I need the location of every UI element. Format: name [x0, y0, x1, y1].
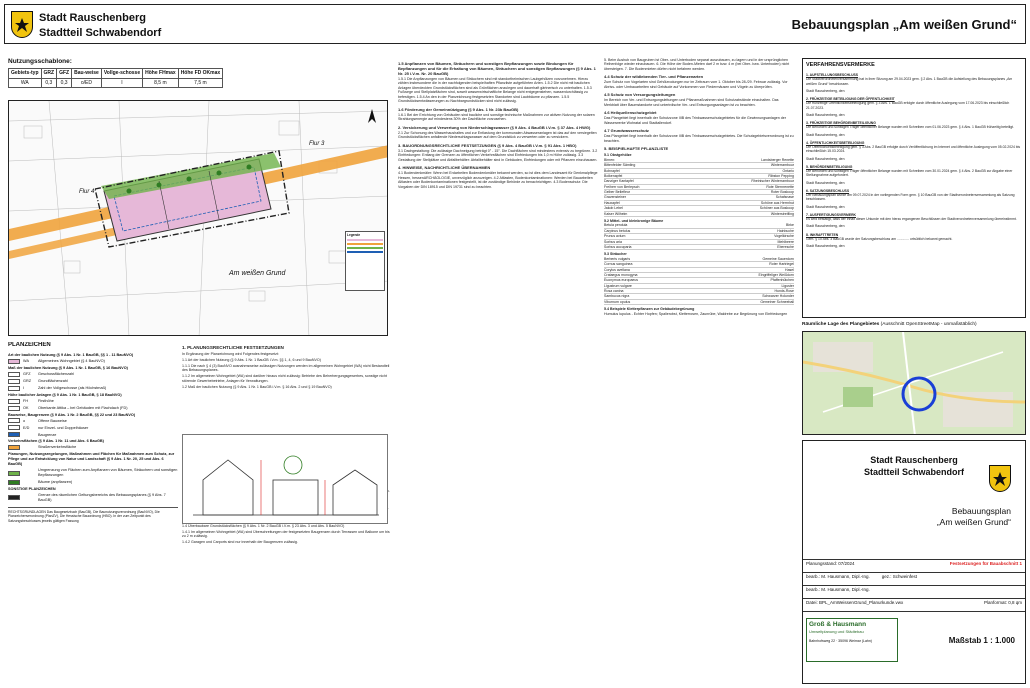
titleblock-stand: Planungsstand: 07/2024: [806, 561, 855, 566]
legend-text: Oberkante Attika – bei Gebäuden mit Flachdach (FD): [38, 405, 128, 410]
legend-text: Straßenverkehrsfläche: [38, 445, 77, 450]
legend-swatch: [8, 471, 20, 476]
legend-row: [8, 359, 178, 364]
map-label-street: Am weißen Grund: [229, 270, 286, 277]
plant-latin: Corylus avellana: [604, 267, 630, 272]
legend-swatch: [8, 480, 20, 485]
col4-text: 5. Beim Aushub von Baugruben ist Ober- und Unterboden separat auszubauen, zu lagern und in der ursprünglichen Reihenfolge wieder einzubauen. 6. Die Höhe der Boden-Mieten darf 2 m bzw. 4 m (bei Ober- bzw. Unterboden) nicht übersteigen. 7. Die Bodenmieten dürfen nicht befahren werden.: [604, 58, 790, 71]
usage-cell-4: I: [101, 78, 142, 88]
legend-code: o: [23, 418, 26, 423]
legend-code: I: [23, 385, 25, 390]
usage-col-3: Bau-weise: [72, 69, 102, 79]
legend-group-head: SONSTIGE PLANZEICHEN: [8, 487, 56, 492]
procedure-text: Die Behörden und sonstigen Träger öffentlicher Belange wurden mit Schreiben vom 01.06.2023 gem. § 4 Abs. 1 BauGB frühzeitig beteiligt.: [806, 125, 1015, 130]
plant-common: Hainbuche: [777, 228, 794, 233]
plant-common: Mehlbeere: [777, 239, 794, 244]
procedure-sign: Stadt Rauschenberg, den: [806, 112, 845, 117]
usage-col-4: Vollge-schosse: [101, 69, 142, 79]
plant-latin: Viburnum opulus: [604, 299, 631, 304]
coat-of-arms-icon: [11, 11, 33, 38]
procedure-sign: Stadt Rauschenberg, den: [806, 88, 845, 93]
legend-group-head: Art der baulichen Nutzung (§ 9 Abs. 1 Nr. 1 BauGB, §§ 1 - 11 BauNVO): [8, 352, 134, 357]
legend-group-head: Maß der baulichen Nutzung (§ 9 Abs. 1 Nr. 1 BauGB, § 16 BauNVO): [8, 365, 128, 370]
plant-common: Eingriffeliger Weißdorn: [758, 272, 794, 277]
plant-common: Gemeiner Schneeball: [760, 299, 794, 304]
height-diagram: [182, 434, 388, 524]
legend-row: [8, 372, 178, 377]
location-title: Räumliche Lage des Plangebietes: [802, 322, 880, 327]
procedure-heading: 4. ÖFFENTLICHKEITSBETEILIGUNG: [806, 140, 865, 145]
legend-text: Geschossflächenzahl: [38, 371, 75, 376]
plant-common: Hasel: [785, 267, 794, 272]
legend-row: [8, 418, 178, 423]
plant-latin: Sambucus nigra: [604, 294, 630, 299]
titleblock-stand-value: Festsetzungen für Bauabschnitt 1: [949, 561, 1022, 566]
legend-group-head: Bauweise, Baugrenzen (§ 9 Abs. 1 Nr. 2 BauGB, §§ 22 und 23 BauNVO): [8, 412, 136, 417]
col4-heading: 4.5 Schutz von Versorgungsleitungen: [604, 92, 676, 98]
trees-list: [604, 158, 794, 217]
header-district: Stadtteil Schwabendorf: [39, 27, 162, 39]
plant-common: Winterrambour: [770, 163, 794, 168]
procedure-text: Es wird bestätigt, dass der Inhalt dieser Urkunde mit den hierzu ergangenen Beschlüssen der Stadtverordnetenversammlung übereinstimmt.: [806, 217, 1017, 222]
legend-text: Umgrenzung von Flächen zum Anpflanzen von Bäumen, Sträuchern und sonstigen Bepflanzungen: [38, 468, 178, 478]
procedure-sign: Stadt Rauschenberg, den: [806, 204, 845, 209]
col3-heading: 4. HINWEISE, NACHRICHTLICHE ÜBERNAHMEN: [398, 165, 491, 171]
legend-swatch: [8, 379, 20, 384]
usage-cell-1: 0,3: [41, 78, 57, 88]
bushes-list: [604, 257, 794, 305]
plant-common: Schwarzer Holunder: [762, 294, 794, 299]
procedure-heading: 3. FRÜHZEITIGE BEHÖRDENBETEILIGUNG: [806, 121, 876, 126]
plant-common: Gemeine Sauerdorn: [762, 256, 794, 261]
bushes-title: 5.3 Sträucher: [604, 252, 627, 257]
legend-swatch: [8, 386, 20, 391]
titleblock-format: Planformat: 0,8 qm: [983, 600, 1022, 605]
usage-col-2: GFZ: [57, 69, 72, 79]
legend-text: Grundflächenzahl: [38, 378, 68, 383]
legend-row: [8, 468, 178, 478]
legend-row: [8, 480, 178, 485]
col4-text: Das Plangebiet liegt innerhalb der Schutzzone IIIB des Trinkwasserschutzgebietes für die Gewinnungsanlagen der Wasserwerke Wohratal und Stadtallendorf.: [604, 116, 786, 125]
legend-swatch: [8, 359, 20, 364]
plant-common: Roter Hartriegel: [769, 262, 794, 267]
legend-code: OK: [23, 405, 29, 410]
procedure-heading: 5. BEHÖRDENBETEILIGUNG: [806, 164, 853, 169]
plant-row: [604, 212, 794, 217]
usage-cell-2: 0,3: [57, 78, 72, 88]
legend-swatch: [8, 372, 20, 377]
legend-row: [8, 445, 178, 450]
legend-row: [8, 432, 178, 437]
col3-text: 2.1 Zur Schonung des Wasserhaushaltes und zur Entlastung der kommunalen Abwasseranlagen ist das auf den versiegelten Grundstücksflächen anfallende Niederschlagswasser auf dem Grundstück zu verwerten oder zu versickern.: [398, 130, 597, 140]
legend-swatch: [8, 445, 20, 450]
usage-col-1: GRZ: [41, 69, 57, 79]
procedure-heading: 2. FRÜHZEITIGE BETEILIGUNG DER ÖFFENTLICHKEIT: [806, 97, 895, 102]
legend-swatch: [8, 418, 20, 423]
plant-latin: Jakob Lebel: [604, 206, 623, 211]
procedure-title: VERFAHRENSVERMERKE: [806, 62, 875, 68]
titleblock-file-row: [803, 598, 1025, 611]
titleblock-checked2: bearb.: M. Hausmann, Dipl.-Ing.: [806, 587, 870, 592]
legend-text: Offene Bauweise: [38, 418, 67, 423]
procedure-text: Der Bebauungsplan wurde am 09.07.2024 in der vorliegenden Form gem. § 10 BauGB von der Stadtverordnetenversammlung als Satzung beschlossen.: [806, 193, 1015, 202]
legend-swatch: [8, 495, 20, 500]
col2-items: [182, 358, 390, 389]
col4-heading: 4.4 Schutz der wildlebenden Tier- und Pflanzenarten: [604, 74, 704, 80]
legend-text: Grenze des räumlichen Geltungsbereichs des Bebauungsplanes (§ 9 Abs. 7 BauGB): [38, 492, 166, 502]
legend-panel: [8, 342, 178, 682]
col2-item: 1.2 Maß der baulichen Nutzung (§ 9 Abs. 1 Nr. 1 BauGB i.V.m. § 16 Abs. 2 und § 19 BauNVO): [182, 384, 332, 389]
col4-heading: 4.6 Heilquellenschutzgebiet: [604, 110, 657, 116]
usage-cell-6: 7,5 m: [178, 78, 222, 88]
titleblock-drawn: bearb.: M. Hausmann, Dipl.-Ing.: [806, 574, 870, 579]
plant-latin: Euonymus europaeus: [604, 278, 639, 283]
plan-drawing[interactable]: [8, 100, 388, 336]
plant-latin: Prunus avium: [604, 234, 626, 239]
legend-row: [8, 386, 178, 391]
plant-latin: Ligustrum vulgare: [604, 283, 632, 288]
col4-heading: 5. BEISPIELHAFTE PFLANZLISTE: [604, 146, 669, 152]
plant-common: Roter Boskoop: [770, 190, 794, 195]
titleblock-stand-row: [803, 559, 1025, 572]
col3-heading: 2. Versickerung und Verwertung von Niederschlagswasser (§ 9 Abs. 4 BauGB i.V.m. § 37 Abs. 4 HWG): [398, 124, 591, 130]
legend-group-head: Höhe baulicher Anlagen (§ 9 Abs. 1 Nr. 1 BauGB, § 18 BauNVO): [8, 392, 122, 397]
sec1-intro: In Ergänzung der Planzeichnung wird Folgendes festgesetzt:: [182, 351, 279, 356]
plant-common: Ribston Pepping: [768, 173, 794, 178]
procedure-sign: Stadt Rauschenberg, den: [806, 244, 845, 249]
procedure-text: Die Stadtverordnetenversammlung hat in ihrer Sitzung am 29.04.2023 gem. § 2 Abs. 1 BauGB die Aufstellung des Bebauungsplanes „Am weißen Grund“ beschlossen.: [806, 77, 1013, 86]
legend-text: Allgemeines Wohngebiet (§ 4 BauNVO): [38, 358, 105, 363]
usage-template-table: [8, 68, 223, 88]
titleblock-scale: Maßstab 1 : 1.000: [948, 636, 1015, 645]
facade-title: 5.4 Beispiele Kletterpflanzen zur Gebäudebegrünung: [604, 307, 695, 312]
legend-swatch: [8, 399, 20, 404]
procedure-sign: Stadt Rauschenberg, den: [806, 180, 845, 185]
plant-common: Schöner aus Boskoop: [759, 206, 794, 211]
plant-latin: Freiherr von Berlepsch: [604, 184, 640, 189]
col3-heading: 1.6 Förderung der Gemeinnützigung (§ 9 Abs. 1 Nr. 23b BauGB): [398, 106, 519, 112]
usage-col-6: Höhe FD OKmax: [178, 69, 222, 79]
legend-swatch: [8, 425, 20, 430]
col3-text: 1.5.1 Die Anpflanzungen von Bäumen und Sträuchern sind mit standortheimischen Laubgehölzen vorzunehmen. Hierzu zählen insbesondere die in der nachfolgenden beispielhaften Pflanzliste aufgeführten Arten. 1.5.2 Die nicht mit baulichen Anlagen überdeckten Grundstücksflächen sind als Grünflächen anzulegen und dauerhaft gärtnerisch zu unterhalten. 1.5.3 Fußwege und Stellplatzflächen sind, soweit wasserwirtschaftliche Belange nicht entgegenstehen, wasserdurchlässig zu befestigen. 1.5.4 An den in der Planzeichnung festgesetzten Standorten sind Laubbäume zu pflanzen. 1.5.5 Grundstücksentwässerungen zu Nachbargrundstücken sind nicht zulässig.: [398, 77, 592, 104]
col4-blocks: [604, 58, 794, 151]
plant-latin: Sorbus aria: [604, 239, 622, 244]
plant-common: Rheinischer Winterrambour: [751, 179, 794, 184]
titleblock-checked2-row: [803, 585, 1025, 598]
plant-latin: Cornus sanguinea: [604, 262, 633, 267]
procedure-panel: [802, 58, 1026, 318]
legend-text: nur Einzel- und Doppelhäuser: [38, 425, 89, 430]
procedure-text: Gem. § 10 Abs. 3 BauGB wurde der Satzungsbeschluss am ............. ortsüblich bekannt gemacht.: [806, 236, 953, 241]
legend-text: Bäume (anpflanzen): [38, 480, 73, 485]
col2-item: 1.1.1 Die nach § 4 (3) BauNVO ausnahmsweise zulässigen Nutzungen werden im allgemeinen Wohngebiet (WA) nicht Bestandteil des Bebauungsplanes.: [182, 363, 390, 373]
plant-latin: Bohnapfel: [604, 168, 620, 173]
legend-groups: [8, 353, 178, 503]
text-column-2: [182, 342, 390, 682]
plant-latin: Danziger Kantapfel: [604, 179, 634, 184]
plant-common: Eberesche: [777, 244, 794, 249]
legend-group-head: Verkehrsflächen (§ 9 Abs. 1 Nr. 11 und Abs. 6 BauGB): [8, 439, 104, 444]
legend-text: Firsthöhe: [38, 398, 54, 403]
plant-latin: Boikenapfel: [604, 173, 623, 178]
usage-cell-0: WA: [9, 78, 42, 88]
plant-latin: Birnen:: [604, 157, 616, 162]
plant-common: Landsberger Renette: [761, 157, 794, 162]
col2-item: 1.4.1 Im allgemeinen Wohngebiet (WA) sind Überschreitungen der festgesetzten Baugrenzen durch Terrassen und Balkone um bis zu 2 m zulässig.: [182, 529, 390, 538]
legend-row: [8, 493, 178, 503]
titleblock-city: Stadt Rauschenberg: [870, 455, 958, 465]
legend-row: [8, 406, 178, 411]
procedure-sign: Stadt Rauschenberg, den: [806, 156, 845, 161]
plant-row: [604, 300, 794, 305]
plant-common: Schöne aus Herrnhut: [760, 200, 794, 205]
col2-item: 1.1 Art der baulichen Nutzung (§ 9 Abs. 1 Nr. 1 BauGB i.V.m. §§ 1, 4, 6 und 9 BauNVO): [182, 357, 321, 362]
procedure-heading: 6. SATZUNGSBESCHLUSS: [806, 188, 850, 193]
legend-swatch: [8, 432, 20, 437]
col3-heading: 1.5 Anpflanzen von Bäumen, Sträuchern und sonstigen Bepflanzungen sowie Bindungen für Bepflanzungen und für die Erhaltung von Bäumen, Sträuchern und sonstigen Bepflanzungen (§ 9 Abs. 1 Nr. 25 i.V.m. Nr. 20 BauGB): [398, 61, 596, 76]
firm-name: Groß & Hausmann: [809, 621, 867, 628]
usage-col-5: Höhe FHmax: [143, 69, 179, 79]
titleblock-top: [803, 441, 1025, 559]
legend-code: E/D: [23, 425, 30, 430]
shrubs-title: 5.2 Mittel- und kleinkronige Bäume: [604, 218, 664, 223]
titleblock-district: Stadtteil Schwabendorf: [863, 466, 964, 477]
plant-latin: Rosa canina: [604, 289, 624, 294]
text-column-3: [398, 58, 598, 682]
procedure-text: Die Behörden und sonstigen Träger öffentlicher Belange wurden mit Schreiben vom 30.01.2024 gem. § 4 Abs. 2 BauGB zur Abgabe einer Stellungnahme aufgefordert.: [806, 169, 1013, 178]
header-city: Stadt Rauschenberg: [39, 12, 146, 24]
location-subtitle: (Ausschnitt OpenStreetMap - unmaßstäblich): [880, 322, 977, 327]
plan-header: [4, 4, 1026, 44]
procedure-text: Die Öffentlichkeitsbeteiligung gem. § 3 Abs. 2 BauGB erfolgte durch Veröffentlichung im Internet und öffentliche Auslegung vom 05.02.2024 bis einschließlich 15.03.2024.: [806, 145, 1021, 154]
procedure-sign: Stadt Rauschenberg, den: [806, 132, 845, 137]
legend-title: PLANZEICHEN: [8, 342, 51, 348]
titleblock-firm-row: [803, 611, 1025, 685]
plant-common: Ontario: [782, 168, 794, 173]
col3-text: 4.1 Bodendenkmäler: Wenn bei Erdarbeiten Bodendenkmäler bekannt werden, so ist dies dem Landesamt für Denkmalpflege Hessen, hessenARCHÄOLOGIE, unverzüglich anzuzeigen. 4.2 Altlasten, Bodenkontaminationen: Werden bei Bauarbeiten Altlasten oder Bodenkontaminationen festgestellt, ist die zuständige Behörde zu benachrichtigen. 4.3 Bodenschutz: Die Vorgaben der DIN 18915 und DIN 19731 sind zu beachten.: [398, 171, 598, 189]
titleblock-drawn-row: [803, 572, 1025, 585]
firm-sub: Umweltplanung und Städtebau: [809, 629, 864, 635]
plan-drawing-svg: [9, 101, 388, 336]
plant-latin: Gelber Bellefleur: [604, 190, 631, 195]
north-arrow-icon: [365, 109, 379, 123]
legend-code: GRZ: [23, 378, 32, 383]
title-block: [802, 440, 1026, 684]
plant-common: Liguster: [781, 283, 794, 288]
plant-latin: Berberis vulgaris: [604, 256, 631, 261]
plant-latin: Betula pendula: [604, 223, 628, 228]
procedure-text: Die frühzeitige Öffentlichkeitsbeteiligung gem. § 3 Abs. 1 BauGB erfolgte durch öffentliche Auslegung vom 17.06.2023 bis einschließlich 21.07.2023.: [806, 101, 1010, 110]
legend-group-head: Planungen, Nutzungsregelungen, Maßnahmen und Flächen für Maßnahmen zum Schutz, zur Pflege und zur Entwicklung von Natur und Landschaft (§ 9 Abs. 1 Nr. 20, 25 und Abs. 6 BauGB): [8, 452, 175, 467]
legend-text: Baugrenze: [38, 432, 57, 437]
procedure-heading: 1. AUFSTELLUNGSBESCHLUSS: [806, 73, 859, 78]
plant-common: Vogelkirsche: [774, 234, 794, 239]
sec1-title: 1. PLANUNGSRECHTLICHE FESTSETZUNGEN: [182, 345, 284, 350]
plant-common: Hunds-Rose: [774, 289, 794, 294]
location-map[interactable]: [802, 331, 1026, 435]
legend-code: WA: [23, 358, 29, 363]
col4-text: Im Bereich von Ver- und Entsorgungsleitungen und Pflanzmaßnahmen sind Schutzabstände einzuhalten. Das Merkblatt über Baumstandorte und unterirdische Ver- und Entsorgungsanlagen ist zu beachten.: [604, 98, 779, 107]
titleblock-checked: gez.: Schweinfest: [881, 574, 918, 579]
trees-title: 5.1 Obstgehölze: [604, 153, 632, 158]
map-inset-legend: Legende: [345, 231, 385, 291]
firm-addr: Bahnhofsweg 22 · 35096 Weimar (Lahn): [809, 638, 872, 643]
procedure-heading: 7. AUSFERTIGUNGSVERMERK: [806, 212, 856, 217]
text-column-4: [604, 58, 794, 682]
col2-item: 1.4 Überbaubare Grundstücksflächen (§ 9 Abs. 1 Nr. 2 BauGB i.V.m. § 23 Abs. 3 und Abs. 5 BauNVO): [182, 523, 345, 528]
plant-latin: Crataegus monogyna: [604, 272, 638, 277]
map-label-flur4: Flur 4: [79, 189, 95, 195]
titleblock-plan-name: „Am weißen Grund“: [936, 517, 1011, 528]
plant-latin: Gravensteiner: [604, 195, 626, 200]
col2-item: 1.1.2 Im allgemeinen Wohngebiet (WA) sind darüber hinaus nicht zulässig: Betriebe des Beherbergungsgewerbes, sonstige nicht störende Gewerbebetriebe, Anlagen für Verwaltungen.: [182, 374, 387, 383]
legend-swatch: [8, 406, 20, 411]
usage-template-title: Nutzungsschablone:: [8, 58, 72, 65]
usage-cell-3: o/ED: [72, 78, 102, 88]
col2-item: 1.4.2 Garagen und Carports sind nur innerhalb der Baugrenzen zulässig.: [182, 539, 298, 544]
plant-latin: Carpinus betulus: [604, 228, 631, 233]
small-trees-list: [604, 223, 794, 250]
col3-heading: 3. BAUORDNUNGSRECHTLICHE FESTSETZUNGEN (§ 9 Abs. 4 BauGB i.V.m. § 91 Abs. 1 HBO): [398, 142, 577, 148]
col4-text: Zum Schutz von Vogelarten sind Gehölzrodungen nur im Zeitraum vom 1. Oktober bis 28./29. Februar zulässig. Vor Abriss- oder Umbauarbeiten sind Gebäude auf Vorkommen von Fledermäusen und Vögeln zu überprüfen.: [604, 80, 788, 89]
legend-row: [8, 399, 178, 404]
procedure-items: [806, 71, 1022, 252]
col4-heading: 4.7 Grundwasserschutz: [604, 128, 649, 134]
procedure-sign: Stadt Rauschenberg, den: [806, 224, 845, 229]
firm-logo: [806, 618, 898, 662]
titleblock-plan-label: Bebauungsplan: [951, 506, 1011, 517]
legend-row: [8, 425, 178, 430]
plant-latin: Bittenfelder Sämling: [604, 163, 636, 168]
plant-common: Schafsnase: [775, 195, 794, 200]
plant-common: Winterstreifling: [770, 211, 794, 216]
plant-common: Pfaffenhütchen: [770, 278, 794, 283]
header-plan-title: Bebauungsplan „Am weißen Grund“: [791, 17, 1017, 32]
usage-template: [8, 58, 223, 88]
plant-latin: Sorbus aucuparia: [604, 244, 632, 249]
col3-text: 1.6.1 Bei der Errichtung von Gebäuden sind bauliche und sonstige technische Maßnahmen zur aktiven Nutzung der solaren Strahlungsenergie auf mindestens 30% der Dachfläche vorzusehen.: [398, 112, 595, 122]
map-label-flur3: Flur 3: [309, 141, 325, 147]
col3-text: 3.1 Dachgestaltung: Die zulässige Dachneigung beträgt 0° - 15°. Die Dachflächen sind mindestens extensiv zu begrünen. 3.2 Einfriedungen: Entlang der Grenzen zu öffentlichen Verkehrsflächen sind Einfriedungen bis 1,0 m Höhe zulässig. 3.3 Gestaltung der Stellplätze und Abfallbehälter: Abfallbehälter sind in Gebäuden, Einfriedungen oder mit Pflanzen einzuhausen.: [398, 148, 598, 162]
legend-legal: RECHTSGRUNDLAGEN Das Baugesetzbuch (BauGB), Die Baunutzungsverordnung (BauNVO), Die Planzeichenverordnung (PlanZV), Die Hessische Bauordnung (HBO). In der zum Zeitpunkt des Satzungsbeschlusses jeweils gültigen Fassung: [8, 507, 178, 523]
titleblock-crest-icon: [989, 465, 1011, 492]
legend-code: GFZ: [23, 371, 31, 376]
plant-common: Rote Sternrenette: [766, 184, 794, 189]
facade-text: Humulus lupulus - Echter Hopfen; Spalierobst, Kletterrosen, Zaunrübe, Waldrebe zur Begrünung von Einfriedungen: [604, 311, 788, 316]
plant-latin: Kaiser Wilhelm: [604, 211, 628, 216]
usage-col-0: Gebiets-typ: [9, 69, 42, 79]
legend-text: Zahl der Vollgeschosse (als Höchstmaß): [38, 385, 107, 390]
titleblock-file: Datei: BPL_AmWeissenGrund_Planurkunde.vwx: [806, 600, 904, 605]
procedure-heading: 8. INKRAFTTRETEN: [806, 232, 839, 237]
legend-row: [8, 379, 178, 384]
legend-code: FH: [23, 398, 29, 403]
col4-text: Das Plangebiet liegt innerhalb der Schutzzone IIIB des Trinkwasserschutzgebietes. Die Schutzgebietsverordnung ist zu beachten.: [604, 134, 794, 143]
location-panel: [802, 322, 1026, 436]
plant-latin: Hauxapfel: [604, 200, 620, 205]
plant-common: Birke: [786, 223, 794, 228]
usage-cell-5: 8,5 m: [143, 78, 179, 88]
plant-row: [604, 245, 794, 250]
